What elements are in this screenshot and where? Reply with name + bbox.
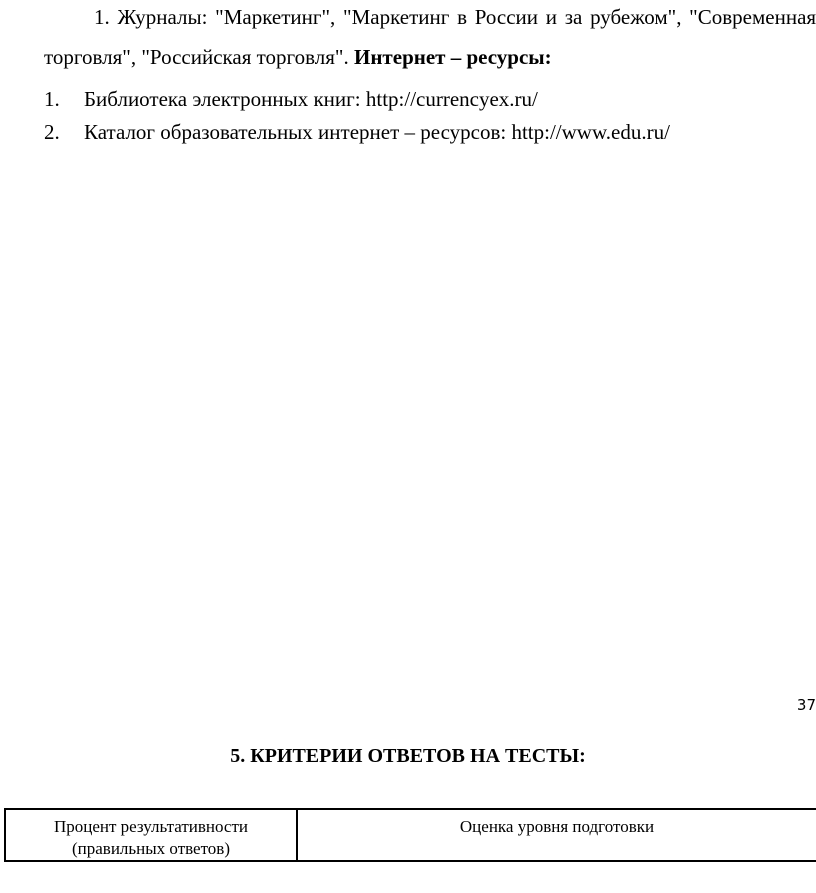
paragraph-word: Журналы:	[117, 5, 208, 29]
list-item-text: Библиотека электронных книг: http://currencyex.ru/	[84, 87, 538, 111]
paragraph-word: "Современная	[689, 5, 816, 29]
paragraph-word: за	[564, 5, 583, 29]
journals-paragraph-line2	[44, 44, 552, 70]
paragraph-word: и	[545, 5, 558, 29]
table-header-cell	[5, 809, 297, 861]
list-item-number: 2.	[44, 120, 60, 144]
paragraph-word: России	[474, 5, 539, 29]
paragraph-text: торговля", "Российская торговля".	[44, 45, 349, 69]
table-header-row	[5, 809, 816, 861]
section-heading: 5. КРИТЕРИИ ОТВЕТОВ НА ТЕСТЫ:	[230, 745, 586, 767]
criteria-table	[4, 808, 816, 862]
table-header-line: (правильных ответов)	[71, 839, 230, 858]
list-item	[44, 86, 538, 112]
list-item-number: 1.	[44, 87, 60, 111]
list-item	[44, 119, 670, 145]
paragraph-word: "Маркетинг	[343, 5, 450, 29]
internet-resources-heading: Интернет – ресурсы:	[354, 45, 552, 69]
table-header-line: Процент результативности	[53, 817, 249, 836]
list-item-text: Каталог образовательных интернет – ресурсов: http://www.edu.ru/	[84, 120, 670, 144]
page-number: 37	[796, 696, 816, 714]
table-header-cell	[297, 809, 816, 861]
table-header-line: Оценка уровня подготовки	[459, 817, 655, 836]
paragraph-word: "Маркетинг",	[215, 5, 336, 29]
paragraph-word: рубежом",	[590, 5, 682, 29]
paragraph-word: в	[457, 5, 468, 29]
paragraph-number: 1.	[94, 5, 110, 29]
journals-paragraph-line1	[94, 4, 816, 30]
